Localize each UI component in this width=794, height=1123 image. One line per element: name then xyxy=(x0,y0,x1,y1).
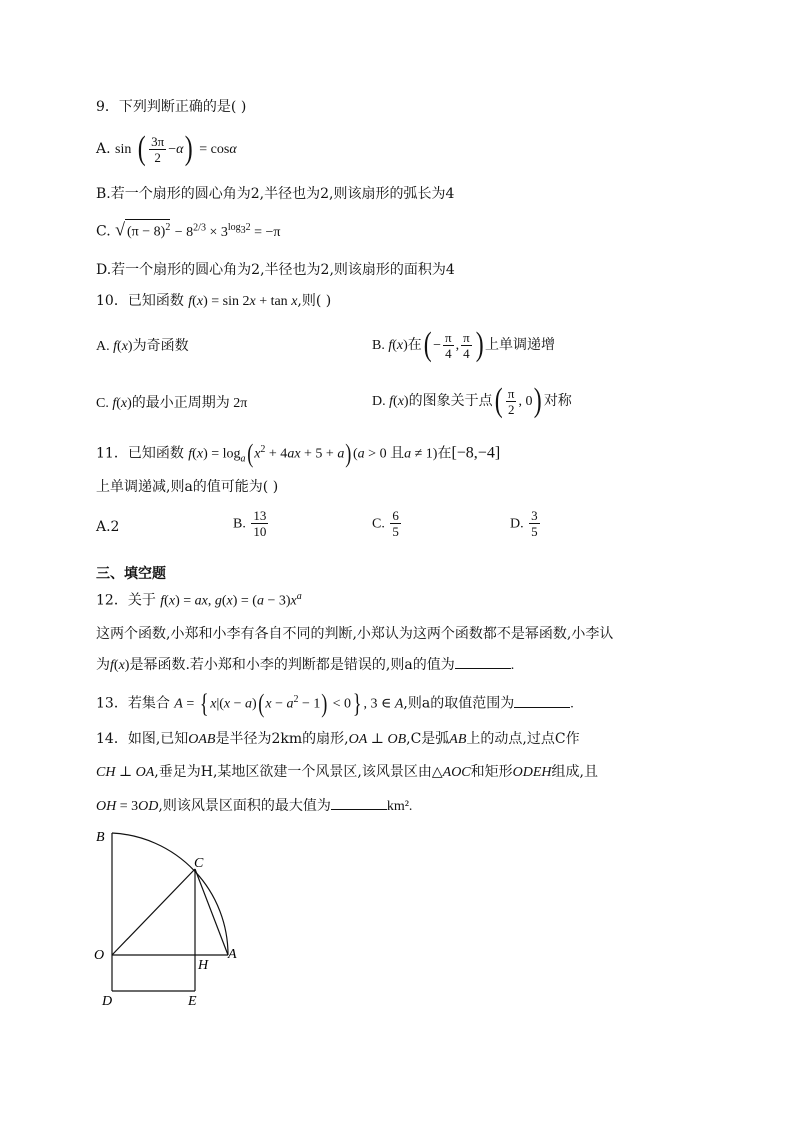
q10-stem: 10．已知函数 f(x) = sin 2x + tan x,则( ) xyxy=(96,293,332,309)
label-e: E xyxy=(188,994,197,1009)
q14-line1-mid: 是半径为2km的扇形, xyxy=(215,731,349,747)
section-title-fill-in xyxy=(96,564,166,584)
q10-option-a: A. f(x)为奇函数 xyxy=(96,338,189,354)
q10-c-text: 的最小正周期为 xyxy=(131,395,230,411)
q14-line1: 14．如图,已知OAB是半径为2km的扇形,OA ⊥ OB,C是弧AB上的动点,过点C作 xyxy=(96,731,580,747)
q11-stem-mid: 且 xyxy=(390,445,405,462)
q14-line2-post: 组成,且 xyxy=(551,764,598,780)
q12-line2-text: 这两个函数,小郑和小李有各自不同的判断,小郑认为这两个函数都不是幂函数,小李认 xyxy=(96,626,614,642)
q14-line3: OH = 3OD,则该风景区面积的最大值为 km². xyxy=(96,795,412,817)
q13-stem-post: ,则a的取值范围为 xyxy=(403,695,515,712)
q11-option-d: D. $\frac{3}{5}$ xyxy=(510,508,538,539)
q14-answer-blank[interactable] xyxy=(331,795,387,810)
q11-d-num: 3 xyxy=(531,508,538,523)
q11-line2 xyxy=(96,477,278,497)
q9-a-label: A. xyxy=(96,141,116,157)
q13-stem-pre: 13．若集合 xyxy=(96,695,170,712)
q10-a-text: 为奇函数 xyxy=(132,338,189,354)
q14-line1-pre: 14．如图,已知 xyxy=(96,731,189,747)
label-h: H xyxy=(198,958,209,973)
q14-unit: km² xyxy=(386,799,409,814)
q11-c-num: 6 xyxy=(392,508,399,523)
q9-a-frac-den: 2 xyxy=(154,149,161,165)
q10-option-c: C. f(x)的最小正周期为 2π xyxy=(96,395,248,411)
q13-stem: 13．若集合 A = { $x|(x - a)(x - a^2 - 1) < 0$} , 3 ∈ A,则a的取值范围为 . xyxy=(96,688,574,718)
q13-answer-blank[interactable] xyxy=(514,693,570,708)
q9-option-b xyxy=(96,184,454,204)
q10-option-b: B. f(x)在( − $\frac{\pi}{4}$ , $\frac{\pi}{4}$ ) 上单调递增 xyxy=(372,326,556,363)
q10-d-text: 的图象关于点 xyxy=(408,393,493,409)
q11-c-den: 5 xyxy=(392,524,399,539)
q9-a-frac-num: 3π xyxy=(151,133,165,149)
q10-b-pre: 在 xyxy=(407,337,422,353)
segment-ca xyxy=(195,869,228,955)
label-c: C xyxy=(194,856,204,871)
label-d: D xyxy=(102,994,113,1009)
q11-d-den: 5 xyxy=(531,524,538,539)
q9-c-label: C. xyxy=(96,223,116,240)
q9-a-tail: = cos xyxy=(199,142,230,157)
q14-line3-mid: ,则该风景区面积的最大值为 xyxy=(158,798,331,814)
q9-b-text: B.若一个扇形的圆心角为2,半径也为2,则该扇形的弧长为4 xyxy=(96,186,455,202)
q11-stem-in: 在 xyxy=(437,445,452,462)
q14-line1-post: 上的动点,过点C作 xyxy=(466,731,580,747)
q14-line2-mid: ,垂足为H,某地区欲建一个风景区,该风景区由 xyxy=(154,764,432,780)
label-o: O xyxy=(94,948,105,963)
q11-stem: 11．已知函数 $f(x) = \log_a(x^2 + 4ax + 5 + a)(a > 0$ 且a ≠ 1)在[−8,−4] xyxy=(96,438,501,468)
q14-line1-mid2: ,C是弧 xyxy=(406,731,450,747)
q11-b-den: 10 xyxy=(253,524,267,539)
q10-d-post: 对称 xyxy=(543,393,572,409)
q9-d-text: D.若一个扇形的圆心角为2,半径也为2,则该扇形的面积为4 xyxy=(96,262,455,278)
q11-option-b: B. $\frac{13}{10}$ xyxy=(233,508,267,539)
q10-stem-pre: 10．已知函数 xyxy=(96,293,184,309)
q14-line2: CH ⊥ OA,垂足为H,某地区欲建一个风景区,该风景区由△AOC和矩形ODEH组成,且 xyxy=(96,764,598,780)
q9-stem-text: 9．下列判断正确的是( ) xyxy=(96,99,247,115)
q11-line2-text: 上单调递减,则a的值可能为( ) xyxy=(96,479,279,495)
q11-stem-pre: 11．已知函数 xyxy=(96,445,184,462)
q12-answer-blank[interactable] xyxy=(455,654,511,669)
q12-line3-pre: 为 xyxy=(96,657,110,673)
q10-b-post: 上单调递增 xyxy=(485,337,556,353)
q11-option-a xyxy=(96,517,119,537)
label-a: A xyxy=(228,947,237,962)
q11-option-c: C. $\frac{6}{5}$ xyxy=(372,508,399,539)
q12-line2 xyxy=(96,624,613,644)
geometry-figure xyxy=(90,825,270,1015)
segment-oc xyxy=(112,869,195,955)
q12-stem: 12．关于 f(x) = ax, $g(x) = (a - 3)x^a$ xyxy=(96,591,302,609)
q9-option-a: A. sin ( $\frac{3\pi}{2}$ −α) = cosα xyxy=(96,130,237,167)
q9-option-c: C. √ $(\pi - 8)^2 - 8^{2/3} \times 3^{log_32} = -\pi$ xyxy=(96,219,281,240)
q12-stem-pre: 12．关于 xyxy=(96,592,156,609)
q11-b-num: 13 xyxy=(253,508,267,523)
q14-line2-mid2: 和矩形 xyxy=(470,764,513,780)
q10-stem-post: ,则( ) xyxy=(297,293,332,309)
label-b: B xyxy=(96,830,105,845)
q9-option-d xyxy=(96,260,455,280)
section3-title-text: 三、填空题 xyxy=(96,566,166,582)
q12-line3: 为f(x)是幂函数.若小郑和小李的判断都是错误的,则a的值为 . xyxy=(96,654,514,676)
q12-line3-post: 是幂函数.若小郑和小李的判断都是错误的,则a的值为 xyxy=(129,657,455,673)
q9-stem xyxy=(96,97,246,117)
q11-a-text: A.2 xyxy=(96,519,120,535)
q10-option-d: D. f(x)的图象关于点( $\frac{\pi}{2}$ , 0) 对称 xyxy=(372,382,572,419)
